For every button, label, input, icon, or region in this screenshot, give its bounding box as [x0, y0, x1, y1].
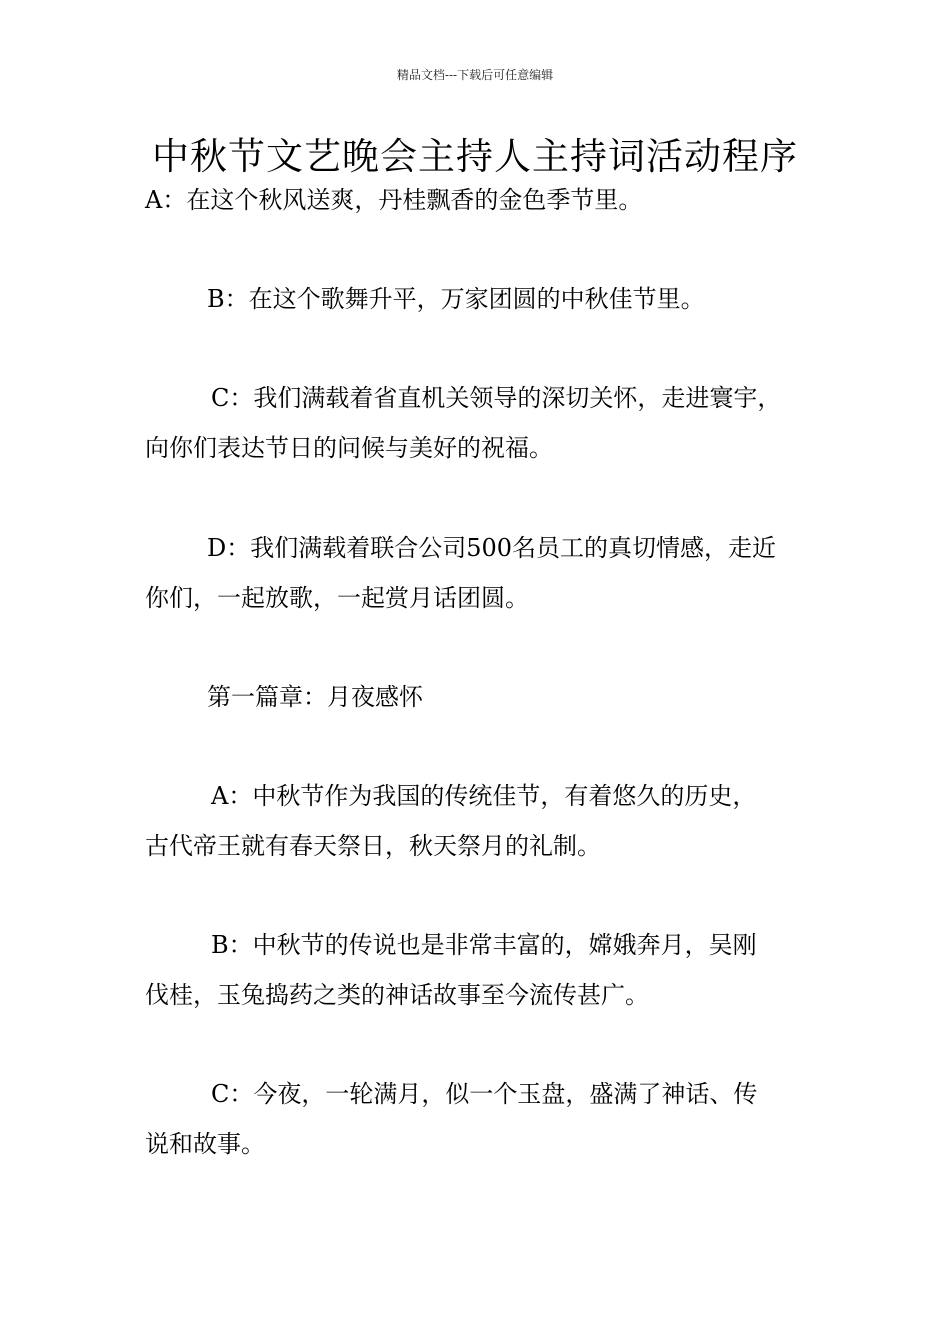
paragraph-line: C：今夜，一轮满月，似一个玉盘，盛满了神话、传	[211, 1080, 758, 1108]
paragraph-a-opening	[145, 175, 820, 225]
document-title: 中秋节文艺晚会主持人主持词活动程序	[152, 135, 798, 178]
paragraph-b-section1	[145, 920, 820, 1020]
paragraph-c-opening	[145, 373, 820, 473]
paragraph-d-opening	[145, 523, 820, 623]
paragraph-line: B：中秋节的传说也是非常丰富的，嫦娥奔月，吴刚	[211, 931, 757, 959]
paragraph-line: 古代帝王就有春天祭日，秋天祭月的礼制。	[145, 832, 601, 860]
paragraph-line: 说和故事。	[145, 1130, 265, 1158]
paragraph-line: A：在这个秋风送爽，丹桂飘香的金色季节里。	[145, 186, 643, 214]
paragraph-line: C：我们满载着省直机关领导的深切关怀，走进寰宇，	[211, 384, 782, 412]
paragraph-line: 伐桂，玉兔捣药之类的神话故事至今流传甚广。	[145, 981, 649, 1009]
paragraph-line: 向你们表达节日的问候与美好的祝福。	[145, 434, 553, 462]
paragraph-c-section1	[145, 1069, 820, 1169]
paragraph-line: A：中秋节作为我国的传统佳节，有着悠久的历史，	[211, 782, 757, 810]
section-heading	[145, 672, 820, 722]
paragraph-line: B：在这个歌舞升平，万家团圆的中秋佳节里。	[207, 285, 705, 313]
page-header-note: 精品文档---下载后可任意编辑	[396, 68, 554, 82]
paragraph-line: 你们，一起放歌，一起赏月话团圆。	[145, 584, 529, 612]
paragraph-line: D：我们满载着联合公司500名员工的真切情感，走近	[207, 534, 777, 562]
paragraph-line: 第一篇章：月夜感怀	[207, 683, 423, 711]
paragraph-b-opening	[145, 274, 820, 324]
paragraph-a-section1	[145, 771, 820, 871]
